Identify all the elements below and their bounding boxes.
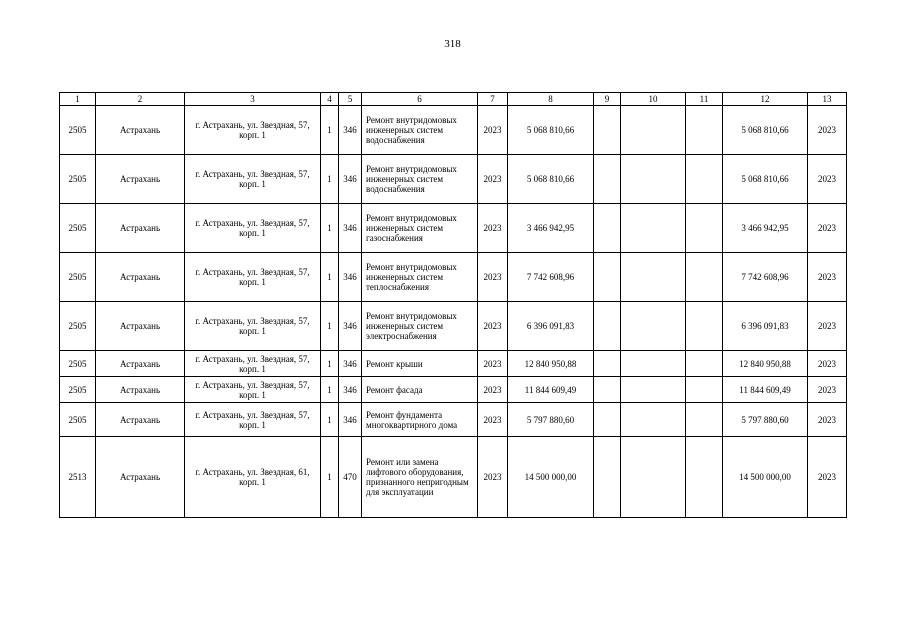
col4-cell: 1 bbox=[321, 377, 339, 403]
col10-cell bbox=[621, 403, 686, 437]
table-row bbox=[60, 437, 847, 518]
col10-cell bbox=[621, 302, 686, 351]
column-header: 7 bbox=[478, 93, 508, 106]
col5-cell: 346 bbox=[339, 302, 362, 351]
completion-year-cell: 2023 bbox=[808, 155, 847, 204]
work-type-cell: Ремонт внутридомовых инженерных систем теплоснабжения bbox=[362, 253, 478, 302]
year-cell: 2023 bbox=[478, 403, 508, 437]
col11-cell bbox=[686, 302, 723, 351]
work-type-cell: Ремонт внутридомовых инженерных систем газоснабжения bbox=[362, 204, 478, 253]
record-id-cell: 2505 bbox=[60, 106, 96, 155]
completion-year-cell: 2023 bbox=[808, 351, 847, 377]
cost-cell: 11 844 609,49 bbox=[508, 377, 594, 403]
col5-cell: 346 bbox=[339, 253, 362, 302]
col9-cell bbox=[594, 302, 621, 351]
column-header: 12 bbox=[723, 93, 808, 106]
column-header: 8 bbox=[508, 93, 594, 106]
table-row bbox=[60, 155, 847, 204]
col9-cell bbox=[594, 351, 621, 377]
total-cost-cell: 3 466 942,95 bbox=[723, 204, 808, 253]
cost-cell: 5 068 810,66 bbox=[508, 155, 594, 204]
total-cost-cell: 5 797 880,60 bbox=[723, 403, 808, 437]
cost-cell: 3 466 942,95 bbox=[508, 204, 594, 253]
table-row bbox=[60, 302, 847, 351]
municipality-cell: Астрахань bbox=[96, 204, 185, 253]
col11-cell bbox=[686, 253, 723, 302]
col9-cell bbox=[594, 155, 621, 204]
record-id-cell: 2505 bbox=[60, 403, 96, 437]
work-type-cell: Ремонт крыши bbox=[362, 351, 478, 377]
col10-cell bbox=[621, 351, 686, 377]
cost-cell: 6 396 091,83 bbox=[508, 302, 594, 351]
address-cell: г. Астрахань, ул. Звездная, 57, корп. 1 bbox=[185, 155, 321, 204]
completion-year-cell: 2023 bbox=[808, 377, 847, 403]
total-cost-cell: 12 840 950,88 bbox=[723, 351, 808, 377]
column-header: 10 bbox=[621, 93, 686, 106]
cost-cell: 7 742 608,96 bbox=[508, 253, 594, 302]
municipality-cell: Астрахань bbox=[96, 351, 185, 377]
col4-cell: 1 bbox=[321, 351, 339, 377]
col4-cell: 1 bbox=[321, 155, 339, 204]
municipality-cell: Астрахань bbox=[96, 253, 185, 302]
address-cell: г. Астрахань, ул. Звездная, 61, корп. 1 bbox=[185, 437, 321, 518]
completion-year-cell: 2023 bbox=[808, 204, 847, 253]
year-cell: 2023 bbox=[478, 437, 508, 518]
total-cost-cell: 5 068 810,66 bbox=[723, 155, 808, 204]
completion-year-cell: 2023 bbox=[808, 253, 847, 302]
year-cell: 2023 bbox=[478, 351, 508, 377]
col10-cell bbox=[621, 204, 686, 253]
total-cost-cell: 11 844 609,49 bbox=[723, 377, 808, 403]
col9-cell bbox=[594, 106, 621, 155]
col4-cell: 1 bbox=[321, 204, 339, 253]
col10-cell bbox=[621, 155, 686, 204]
address-cell: г. Астрахань, ул. Звездная, 57, корп. 1 bbox=[185, 253, 321, 302]
col4-cell: 1 bbox=[321, 437, 339, 518]
col11-cell bbox=[686, 437, 723, 518]
col4-cell: 1 bbox=[321, 253, 339, 302]
municipality-cell: Астрахань bbox=[96, 377, 185, 403]
record-id-cell: 2505 bbox=[60, 253, 96, 302]
address-cell: г. Астрахань, ул. Звездная, 57, корп. 1 bbox=[185, 403, 321, 437]
table-row bbox=[60, 377, 847, 403]
column-header: 11 bbox=[686, 93, 723, 106]
column-header: 2 bbox=[96, 93, 185, 106]
total-cost-cell: 5 068 810,66 bbox=[723, 106, 808, 155]
year-cell: 2023 bbox=[478, 302, 508, 351]
address-cell: г. Астрахань, ул. Звездная, 57, корп. 1 bbox=[185, 204, 321, 253]
column-number-row bbox=[60, 93, 847, 106]
col11-cell bbox=[686, 106, 723, 155]
total-cost-cell: 6 396 091,83 bbox=[723, 302, 808, 351]
work-type-cell: Ремонт или замена лифтового оборудования, признанного непригодным для эксплуатации bbox=[362, 437, 478, 518]
record-id-cell: 2505 bbox=[60, 155, 96, 204]
table-row bbox=[60, 253, 847, 302]
col5-cell: 346 bbox=[339, 351, 362, 377]
column-header: 3 bbox=[185, 93, 321, 106]
capital-repair-table bbox=[59, 92, 847, 518]
municipality-cell: Астрахань bbox=[96, 106, 185, 155]
work-type-cell: Ремонт фундамента многоквартирного дома bbox=[362, 403, 478, 437]
year-cell: 2023 bbox=[478, 377, 508, 403]
table-row bbox=[60, 351, 847, 377]
cost-cell: 5 068 810,66 bbox=[508, 106, 594, 155]
municipality-cell: Астрахань bbox=[96, 302, 185, 351]
col11-cell bbox=[686, 204, 723, 253]
col10-cell bbox=[621, 106, 686, 155]
municipality-cell: Астрахань bbox=[96, 155, 185, 204]
address-cell: г. Астрахань, ул. Звездная, 57, корп. 1 bbox=[185, 377, 321, 403]
record-id-cell: 2505 bbox=[60, 351, 96, 377]
col4-cell: 1 bbox=[321, 302, 339, 351]
col9-cell bbox=[594, 204, 621, 253]
table-row bbox=[60, 403, 847, 437]
col10-cell bbox=[621, 437, 686, 518]
page-number: 318 bbox=[444, 38, 461, 50]
record-id-cell: 2505 bbox=[60, 377, 96, 403]
record-id-cell: 2505 bbox=[60, 302, 96, 351]
column-header: 6 bbox=[362, 93, 478, 106]
work-type-cell: Ремонт внутридомовых инженерных систем электроснабжения bbox=[362, 302, 478, 351]
cost-cell: 12 840 950,88 bbox=[508, 351, 594, 377]
col4-cell: 1 bbox=[321, 106, 339, 155]
col9-cell bbox=[594, 403, 621, 437]
column-header: 9 bbox=[594, 93, 621, 106]
cost-cell: 5 797 880,60 bbox=[508, 403, 594, 437]
work-type-cell: Ремонт фасада bbox=[362, 377, 478, 403]
completion-year-cell: 2023 bbox=[808, 106, 847, 155]
year-cell: 2023 bbox=[478, 106, 508, 155]
column-header: 5 bbox=[339, 93, 362, 106]
work-type-cell: Ремонт внутридомовых инженерных систем водоснабжения bbox=[362, 155, 478, 204]
col5-cell: 346 bbox=[339, 403, 362, 437]
col5-cell: 346 bbox=[339, 204, 362, 253]
total-cost-cell: 14 500 000,00 bbox=[723, 437, 808, 518]
column-header: 1 bbox=[60, 93, 96, 106]
col9-cell bbox=[594, 377, 621, 403]
year-cell: 2023 bbox=[478, 253, 508, 302]
address-cell: г. Астрахань, ул. Звездная, 57, корп. 1 bbox=[185, 302, 321, 351]
col4-cell: 1 bbox=[321, 403, 339, 437]
column-header: 4 bbox=[321, 93, 339, 106]
col9-cell bbox=[594, 253, 621, 302]
completion-year-cell: 2023 bbox=[808, 302, 847, 351]
col5-cell: 346 bbox=[339, 155, 362, 204]
year-cell: 2023 bbox=[478, 155, 508, 204]
col11-cell bbox=[686, 377, 723, 403]
municipality-cell: Астрахань bbox=[96, 403, 185, 437]
col11-cell bbox=[686, 351, 723, 377]
col5-cell: 346 bbox=[339, 106, 362, 155]
total-cost-cell: 7 742 608,96 bbox=[723, 253, 808, 302]
table-row bbox=[60, 106, 847, 155]
completion-year-cell: 2023 bbox=[808, 437, 847, 518]
col9-cell bbox=[594, 437, 621, 518]
col10-cell bbox=[621, 253, 686, 302]
col11-cell bbox=[686, 155, 723, 204]
col11-cell bbox=[686, 403, 723, 437]
work-type-cell: Ремонт внутридомовых инженерных систем водоснабжения bbox=[362, 106, 478, 155]
table-row bbox=[60, 204, 847, 253]
record-id-cell: 2505 bbox=[60, 204, 96, 253]
col5-cell: 470 bbox=[339, 437, 362, 518]
cost-cell: 14 500 000,00 bbox=[508, 437, 594, 518]
year-cell: 2023 bbox=[478, 204, 508, 253]
col5-cell: 346 bbox=[339, 377, 362, 403]
column-header: 13 bbox=[808, 93, 847, 106]
record-id-cell: 2513 bbox=[60, 437, 96, 518]
completion-year-cell: 2023 bbox=[808, 403, 847, 437]
address-cell: г. Астрахань, ул. Звездная, 57, корп. 1 bbox=[185, 106, 321, 155]
col10-cell bbox=[621, 377, 686, 403]
municipality-cell: Астрахань bbox=[96, 437, 185, 518]
address-cell: г. Астрахань, ул. Звездная, 57, корп. 1 bbox=[185, 351, 321, 377]
